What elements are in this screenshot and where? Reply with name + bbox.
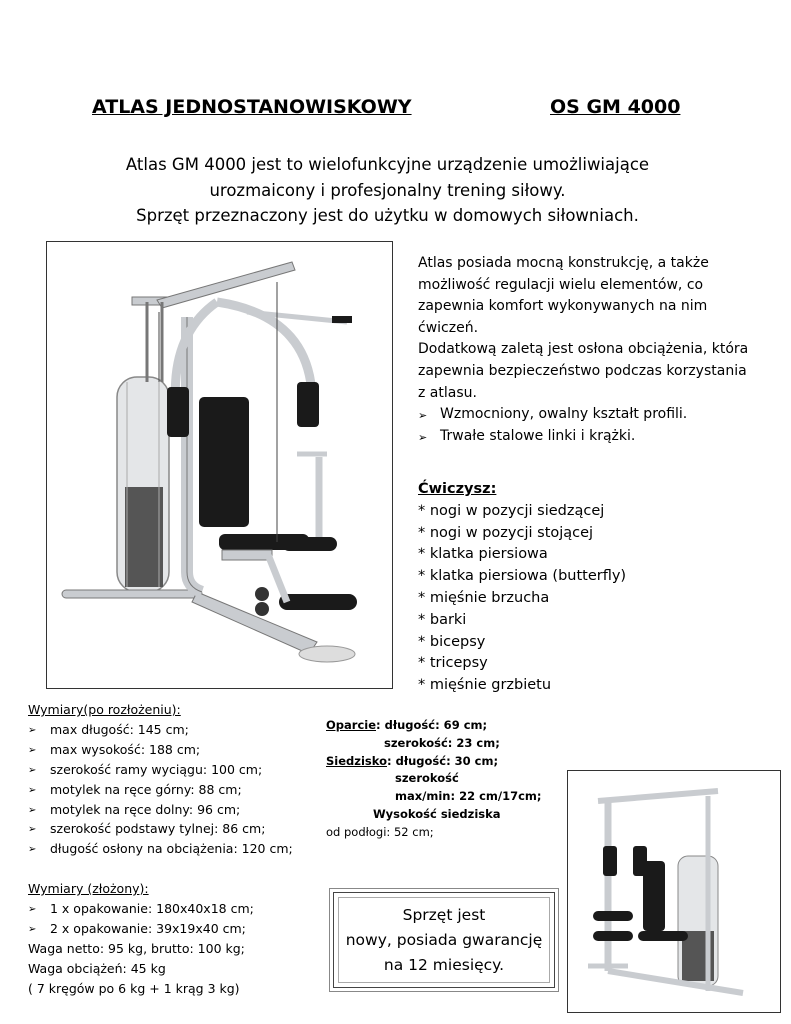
dimensions-folded: [28, 879, 254, 998]
intro: [60, 152, 715, 229]
weight-load: Waga obciążeń: 45 kg: [28, 960, 166, 976]
seat-width: szerokość: [395, 771, 459, 786]
dimension-item: ➢ szerokość podstawy tylnej: 86 cm;: [28, 819, 293, 839]
exercise-item: * barki: [418, 611, 467, 628]
dimension-item: ➢ max długość: 145 cm;: [28, 720, 293, 740]
dimensions-folded-heading: Wymiary (złożony):: [28, 881, 149, 896]
product-photo-side: [567, 770, 781, 1013]
feature-bullet: ➢ Trwałe stalowe linki i krążki.: [418, 426, 758, 448]
dimensions-heading: Wymiary(po rozłożeniu):: [28, 702, 181, 717]
exercise-item: * klatka piersiowa (butterfly): [418, 568, 627, 585]
exercise-item: * mięśnie grzbietu: [418, 677, 552, 694]
intro-line: urozmaicony i profesjonalny trening siłowy.: [209, 180, 566, 200]
product-photo-main: [46, 241, 393, 689]
package-item: ➢ 2 x opakowanie: 39x19x40 cm;: [28, 919, 254, 939]
dimension-item: ➢ szerokość ramy wyciągu: 100 cm;: [28, 760, 293, 780]
warranty-line: nowy, posiada gwarancję: [345, 931, 543, 949]
exercise-item: * tricepsy: [418, 655, 488, 672]
exercise-item: * nogi w pozycji siedzącej: [418, 502, 605, 519]
feature-bullet: ➢ Wzmocniony, owalny kształt profili.: [418, 404, 758, 426]
warranty-line: Sprzęt jest: [402, 906, 486, 924]
exercise-item: * bicepsy: [418, 633, 486, 650]
dimension-item: ➢ max wysokość: 188 cm;: [28, 740, 293, 760]
exercise-item: * klatka piersiowa: [418, 546, 548, 563]
title-right: OS GM 4000: [550, 96, 681, 118]
warranty-box: [333, 892, 555, 988]
seat-label: Siedzisko: [326, 753, 387, 768]
intro-line: Atlas GM 4000 jest to wielofunkcyjne urządzenie umożliwiające: [125, 155, 650, 174]
warranty-line: na 12 miesięcy.: [383, 956, 505, 974]
weight-net: Waga netto: 95 kg, brutto: 100 kg;: [28, 940, 245, 956]
description: [418, 253, 758, 447]
exercise-item: * nogi w pozycji stojącej: [418, 524, 594, 541]
title-left: ATLAS JEDNOSTANOWISKOWY: [92, 96, 412, 118]
dimensions-open: [28, 700, 293, 859]
dimension-item: ➢ motylek na ręce górny: 88 cm;: [28, 780, 293, 800]
backrest-width: szerokość: 23 cm;: [384, 735, 500, 750]
seat-height-label: Wysokość siedziska: [373, 806, 501, 821]
intro-line: Sprzęt przeznaczony jest do użytku w domowych siłowniach.: [136, 206, 639, 225]
seat-width-value: max/min: 22 cm/17cm;: [395, 789, 542, 804]
weight-discs: ( 7 kręgów po 6 kg + 1 krąg 3 kg): [28, 980, 240, 996]
backrest-label: Oparcie: [326, 718, 376, 732]
dimension-item: ➢ długość osłony na obciążenia: 120 cm;: [28, 839, 293, 859]
seat-length: : długość: 30 cm;: [386, 753, 499, 768]
seat-dimensions: [326, 717, 542, 842]
dimension-item: ➢ motylek na ręce dolny: 96 cm;: [28, 800, 293, 820]
package-item: ➢ 1 x opakowanie: 180x40x18 cm;: [28, 899, 254, 919]
seat-height-value: od podłogi: 52 cm;: [326, 824, 434, 839]
exercise-list: [418, 479, 626, 697]
description-para: Atlas posiada mocną konstrukcję, a także możliwość regulacji wielu elementów, co zapewnia komfort wykonywanych na nim ćwiczeń.: [418, 255, 709, 336]
description-para: Dodatkową zaletą jest osłona obciążenia, która zapewnia bezpieczeństwo podczas korzystania z atlasu.: [418, 341, 749, 401]
exercise-item: * mięśnie brzucha: [418, 589, 550, 606]
exercise-heading: Ćwiczysz:: [418, 481, 497, 497]
backrest-length: : długość: 69 cm;: [376, 718, 488, 732]
